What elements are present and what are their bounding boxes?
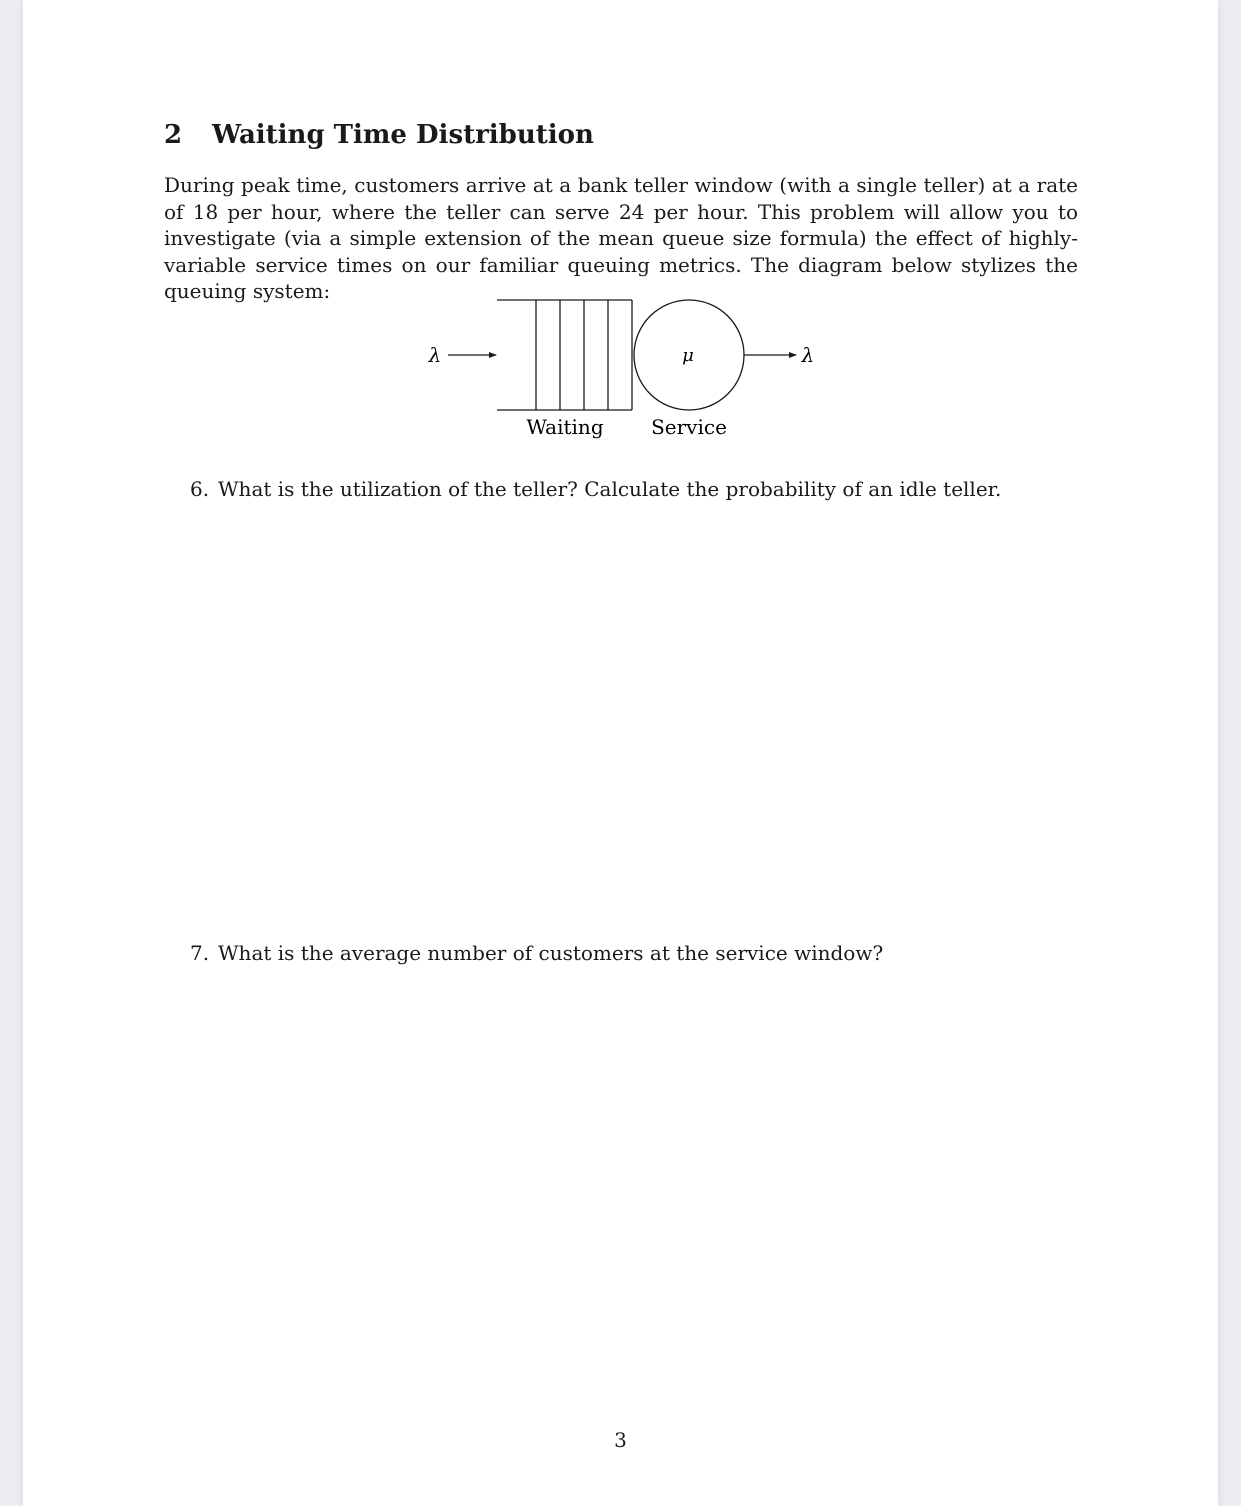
question-number: 7. bbox=[190, 941, 210, 965]
intro-paragraph: During peak time, customers arrive at a bank teller window (with a single teller) at a rate of 18 per hour, where the teller can serve 24 per hour. This problem will allow you to investigate (via a simple extension of the mean queue size formula) the effect of highly-variable service times on our familiar queuing metrics. The diagram below stylizes the queuing system: bbox=[164, 173, 1078, 304]
section-title: Waiting Time Distribution bbox=[212, 120, 594, 150]
section-number: 2 bbox=[164, 120, 183, 150]
section-heading bbox=[164, 116, 594, 154]
service-label: Service bbox=[651, 415, 727, 439]
question-7 bbox=[190, 939, 883, 967]
arrival-lambda-label: λ bbox=[428, 343, 442, 367]
question-text: What is the average number of customers at the service window? bbox=[218, 941, 884, 965]
question-text: What is the utilization of the teller? Calculate the probability of an idle teller. bbox=[218, 477, 1002, 501]
question-number: 6. bbox=[190, 477, 210, 501]
waiting-label: Waiting bbox=[526, 415, 604, 439]
service-rate-mu: μ bbox=[682, 345, 694, 366]
queue-diagram-svg bbox=[420, 292, 840, 452]
departure-lambda-label: λ bbox=[801, 343, 815, 367]
page-number: 3 bbox=[614, 1428, 627, 1452]
question-6 bbox=[190, 475, 1001, 503]
queue-diagram bbox=[420, 292, 840, 456]
waiting-buffer bbox=[497, 300, 632, 410]
